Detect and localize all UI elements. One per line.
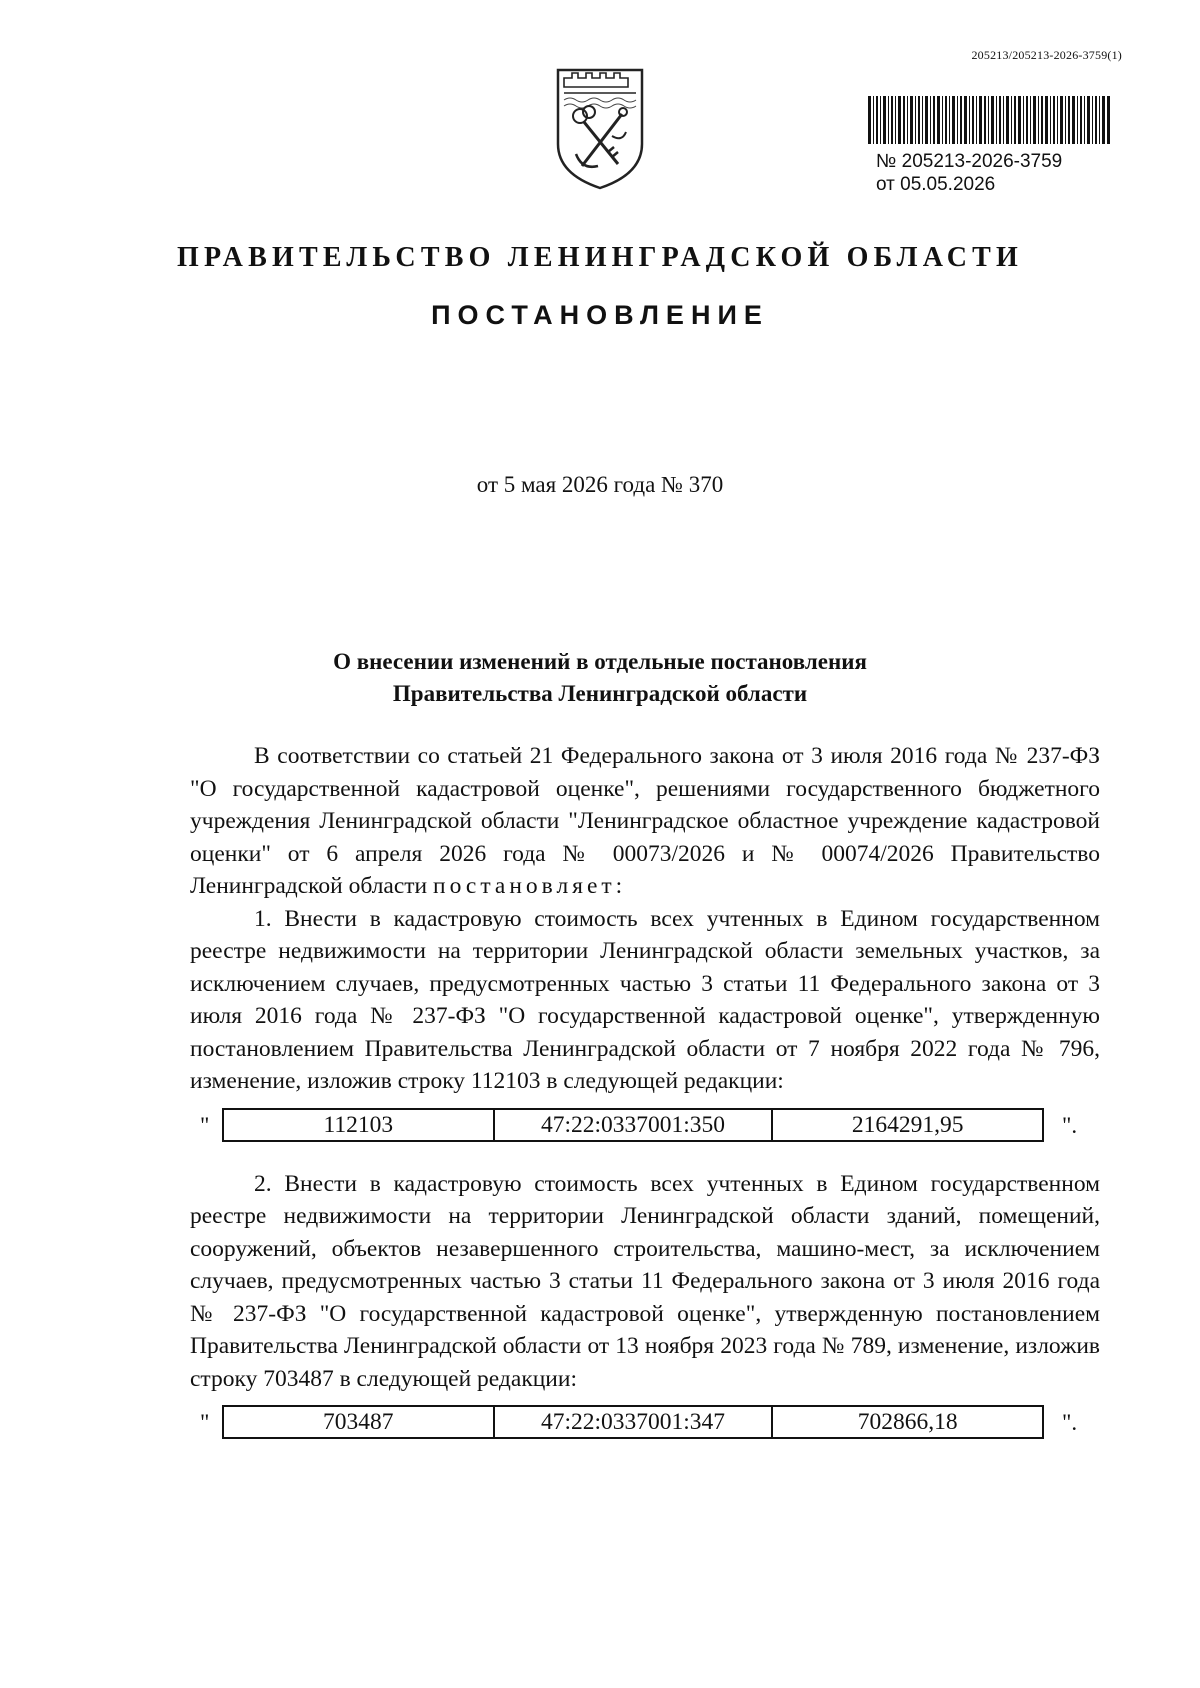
item-1-paragraph: 1. Внести в кадастровую стоимость всех учтенных в Едином государственном реестре недвижимости на территории Ленинградской области земельных участков, за исключением случаев, предусмотренных частью 3 статьи 11 Федерального закона от 3 июля 2016 года № 237-ФЗ "О государственной кадастровой оценке", утвержденную постановлением Правительства Ленинградской области от 7 ноября 2022 года № 796, изменение, изложив строку 112103 в следующей редакции: — [190, 905, 1100, 1094]
issuer-title: ПРАВИТЕЛЬСТВО ЛЕНИНГРАДСКОЙ ОБЛАСТИ — [176, 242, 1024, 273]
document-reference: 205213/205213-2026-3759(1) — [971, 48, 1122, 62]
cadastral-value-cell: 2164291,95 — [772, 1109, 1043, 1141]
amendment-table — [222, 1405, 1044, 1439]
document-subject — [0, 646, 1200, 710]
item-1-amendment-row — [190, 1108, 1100, 1148]
subject-line-2: Правительства Ленинградской области — [392, 681, 808, 706]
cadastral-number-cell: 47:22:0337001:347 — [494, 1406, 773, 1438]
row-number-cell: 112103 — [223, 1109, 494, 1141]
close-quote: ". — [1062, 1112, 1078, 1138]
registration-number: № 205213-2026-3759 — [876, 151, 1063, 172]
leningrad-oblast-coat-of-arms-icon — [552, 66, 648, 192]
document-type: ПОСТАНОВЛЕНИЕ — [431, 300, 769, 330]
resolves-word: постановляет: — [433, 873, 627, 899]
open-quote: " — [200, 1410, 210, 1435]
preamble-paragraph — [190, 740, 1100, 903]
item-2-paragraph: 2. Внести в кадастровую стоимость всех учтенных в Едином государственном реестре недвижимости на территории Ленинградской области зданий, помещений, сооружений, объектов незавершенного строительства, машино-мест, за исключением случаев, предусмотренных частью 3 статьи 11 Федерального закона от 3 июля 2016 года № 237-ФЗ "О государственной кадастровой оценке", утвержденную постановлением Правительства Ленинградской области от 13 ноября 2023 года № 789, изменение, изложив строку 703487 в следующей редакции: — [190, 1170, 1100, 1392]
table-row — [223, 1109, 1043, 1141]
preamble-text: В соответствии со статьей 21 Федерального закона от 3 июля 2016 года № 237-ФЗ "О государственной кадастровой оценке", решениями государственного бюджетного учреждения Ленинградской области "Ленинградское областное учреждение кадастровой оценки" от 6 апреля 2026 года № 00073/2026 и № 00074/2026 Правительство Ленинградской области — [190, 743, 1100, 899]
document-date-line: от 5 мая 2026 года № 370 — [476, 472, 724, 497]
barcode-icon — [868, 96, 1110, 144]
registration-block — [868, 96, 1118, 196]
document-body — [190, 740, 1100, 1445]
cadastral-number-cell: 47:22:0337001:350 — [494, 1109, 773, 1141]
registration-date: от 05.05.2026 — [876, 174, 996, 195]
cadastral-value-cell: 702866,18 — [772, 1406, 1043, 1438]
spacer — [190, 1148, 1100, 1168]
amendment-table — [222, 1108, 1044, 1142]
row-number-cell: 703487 — [223, 1406, 494, 1438]
subject-line-1: О внесении изменений в отдельные постановления — [333, 649, 867, 674]
item-2-amendment-row — [190, 1405, 1100, 1445]
open-quote: " — [200, 1112, 210, 1138]
table-row — [223, 1406, 1043, 1438]
close-quote: ". — [1062, 1410, 1078, 1435]
